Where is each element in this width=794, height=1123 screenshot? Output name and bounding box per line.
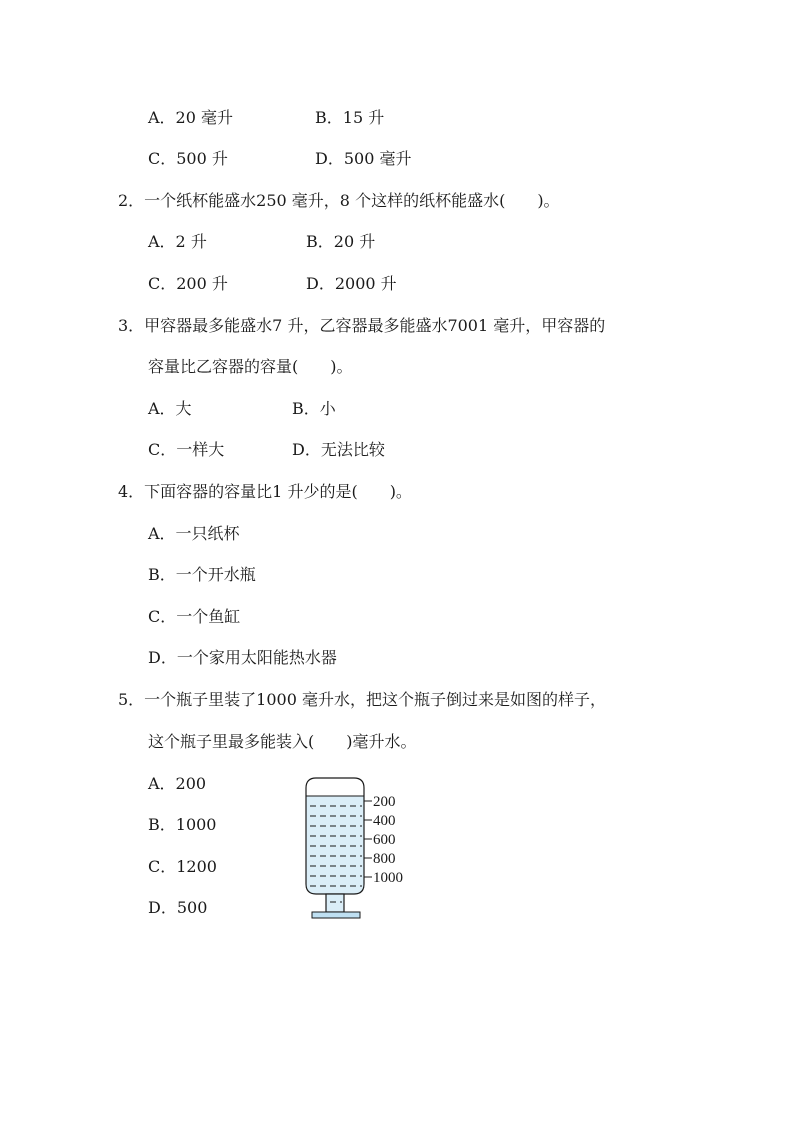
scale-label-400: 400 — [373, 813, 396, 829]
q3-option-a: A．大 — [148, 399, 192, 418]
q4-option-b: B．一个开水瓶 — [148, 565, 256, 584]
q4-option-a: A．一只纸杯 — [148, 524, 240, 543]
bottle-water — [306, 796, 364, 894]
q5-stem-line1: 5．一个瓶子里装了1000 毫升水，把这个瓶子倒过来是如图的样子， — [118, 690, 606, 709]
q1-option-a: A．20 毫升 — [148, 108, 234, 127]
q3-option-b: B．小 — [292, 399, 336, 418]
q5-option-a: A．200 — [148, 774, 207, 793]
scale-label-1000: 1000 — [373, 870, 403, 886]
scale-ticks — [364, 801, 372, 877]
bottle-cap — [312, 912, 360, 918]
q3-stem-line2: 容量比乙容器的容量( )。 — [148, 357, 353, 376]
q5-option-d: D．500 — [148, 898, 208, 917]
q1-option-b: B．15 升 — [315, 108, 385, 127]
bottle-neck — [326, 894, 344, 912]
q2-option-b: B．20 升 — [306, 232, 376, 251]
q5-stem-line2: 这个瓶子里最多能装入( )毫升水。 — [148, 732, 417, 751]
q4-stem: 4．下面容器的容量比1 升少的是( )。 — [118, 482, 412, 501]
q1-option-d: D．500 毫升 — [315, 149, 412, 168]
scale-label-600: 600 — [373, 832, 396, 848]
q2-option-c: C．200 升 — [148, 274, 228, 293]
q2-option-a: A．2 升 — [148, 232, 207, 251]
q5-option-b: B．1000 — [148, 815, 217, 834]
q5-option-c: C．1200 — [148, 857, 217, 876]
q3-option-c: C．一样大 — [148, 440, 225, 459]
scale-label-200: 200 — [373, 794, 396, 810]
q2-option-d: D．2000 升 — [306, 274, 397, 293]
q3-option-d: D．无法比较 — [292, 440, 385, 459]
q2-stem: 2．一个纸杯能盛水250 毫升，8 个这样的纸杯能盛水( )。 — [118, 191, 560, 210]
q4-option-d: D．一个家用太阳能热水器 — [148, 648, 337, 667]
q1-option-c: C．500 升 — [148, 149, 228, 168]
q4-option-c: C．一个鱼缸 — [148, 607, 241, 626]
inverted-bottle-figure — [300, 774, 420, 924]
scale-label-800: 800 — [373, 851, 396, 867]
q3-stem-line1: 3．甲容器最多能盛水7 升，乙容器最多能盛水7001 毫升，甲容器的 — [118, 316, 606, 335]
